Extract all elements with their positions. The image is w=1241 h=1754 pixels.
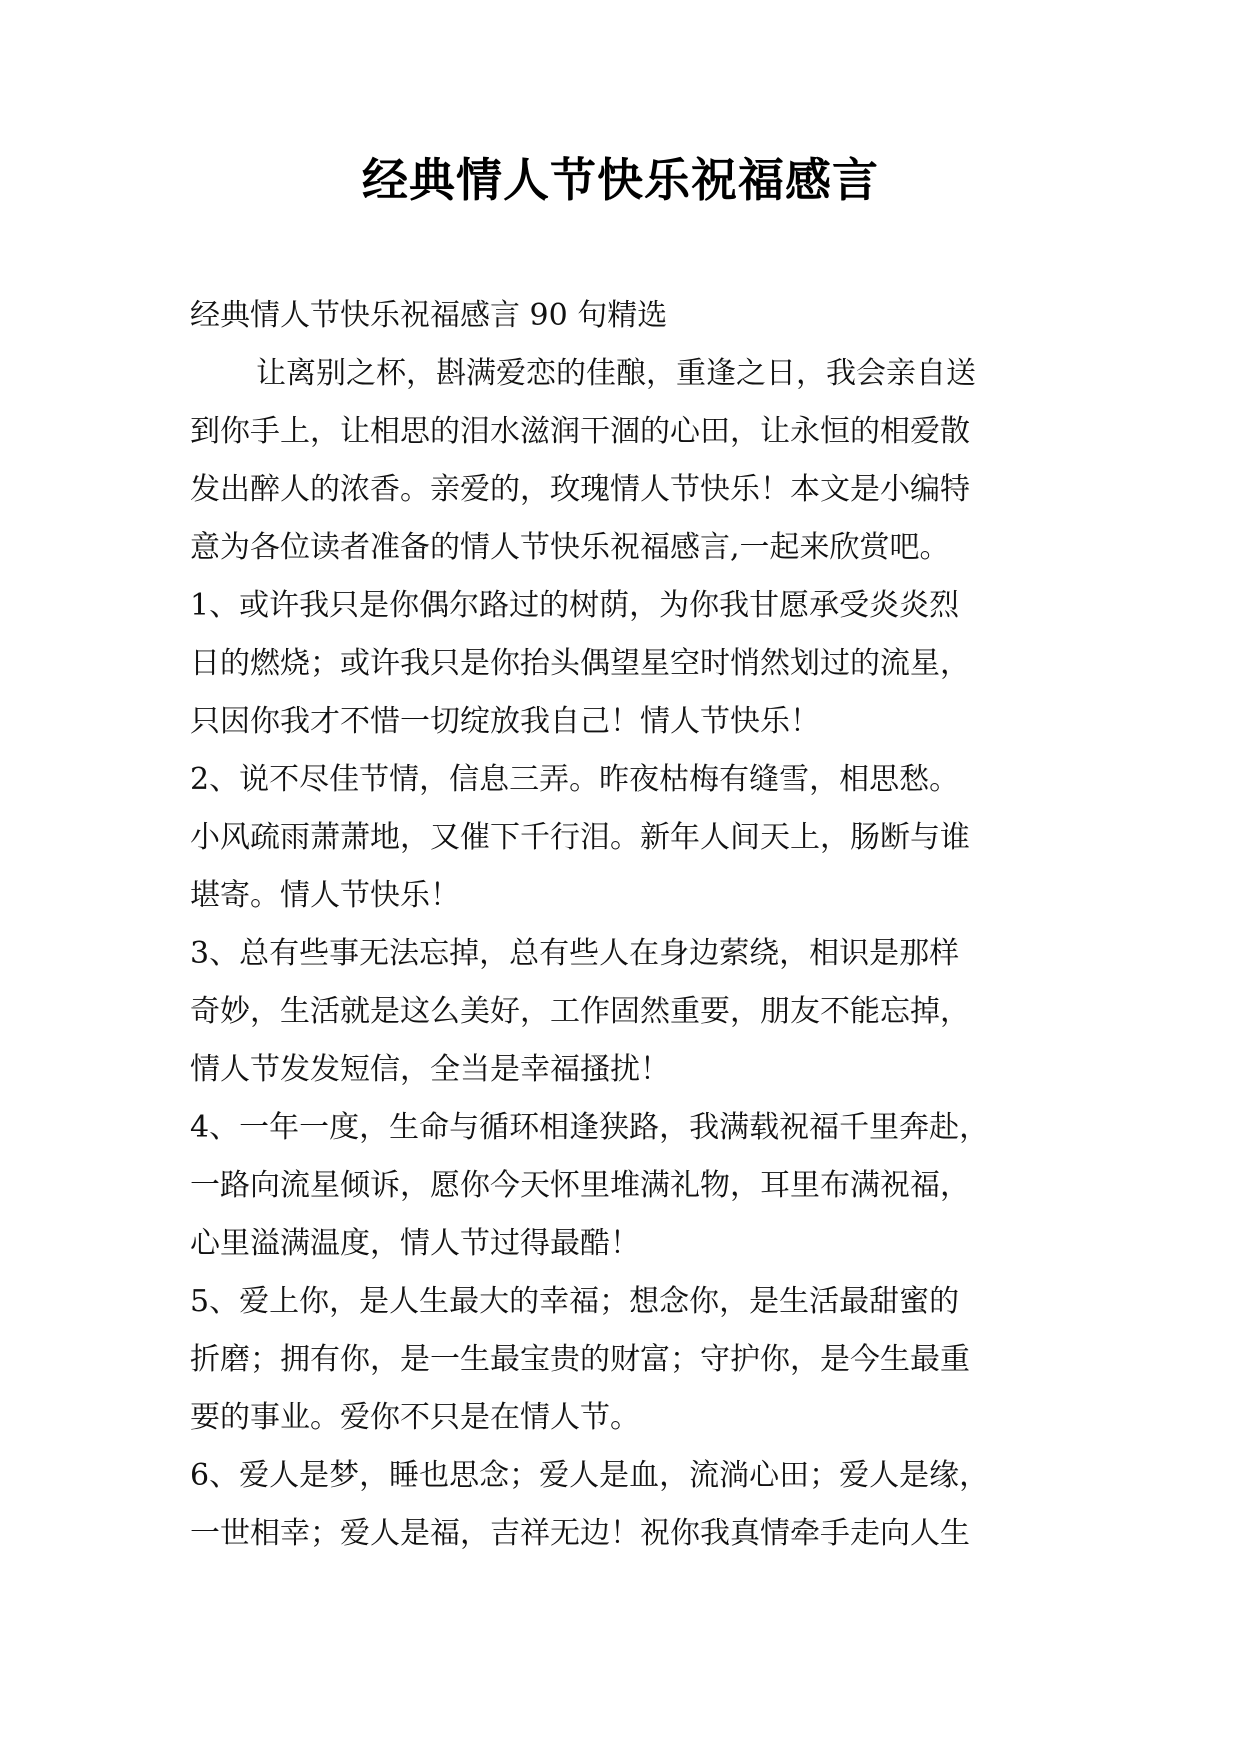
item-1-line: 1、或许我只是你偶尔路过的树荫，为你我甘愿承受炎炎烈: [190, 588, 960, 623]
item-6-line: 6、爱人是梦，睡也思念；爱人是血，流淌心田；爱人是缘，: [190, 1458, 990, 1493]
subtitle-line: 经典情人节快乐祝福感言 90 句精选: [190, 298, 668, 333]
item-3-line: 3、总有些事无法忘掉，总有些人在身边萦绕，相识是那样: [190, 936, 960, 971]
item-3-line: 情人节发发短信，全当是幸福搔扰！: [190, 1052, 670, 1087]
item-6-line: 一世相幸；爱人是福，吉祥无边！祝你我真情牵手走向人生: [190, 1516, 970, 1551]
item-2-line: 堪寄。情人节快乐！: [190, 878, 460, 913]
intro-line: 让离别之杯，斟满爱恋的佳酿，重逢之日，我会亲自送: [256, 356, 976, 391]
intro-line: 发出醉人的浓香。亲爱的，玫瑰情人节快乐！本文是小编特: [190, 472, 970, 507]
item-1-line: 日的燃烧；或许我只是你抬头偶望星空时悄然划过的流星，: [190, 646, 970, 681]
intro-line: 到你手上，让相思的泪水滋润干涸的心田，让永恒的相爱散: [190, 414, 970, 449]
item-1-line: 只因你我才不惜一切绽放我自己！情人节快乐！: [190, 704, 820, 739]
intro-line: 意为各位读者准备的情人节快乐祝福感言,一起来欣赏吧。: [190, 530, 950, 565]
item-2-line: 2、说不尽佳节情，信息三弄。昨夜枯梅有缝雪，相思愁。: [190, 762, 960, 797]
item-5-line: 折磨；拥有你，是一生最宝贵的财富；守护你，是今生最重: [190, 1342, 970, 1377]
item-2-line: 小风疏雨萧萧地，又催下千行泪。新年人间天上，肠断与谁: [190, 820, 970, 855]
item-4-line: 4、一年一度，生命与循环相逢狭路，我满载祝福千里奔赴，: [190, 1110, 990, 1145]
document-title: 经典情人节快乐祝福感言: [362, 153, 879, 207]
document-body: [190, 287, 1070, 1563]
item-5-line: 5、爱上你，是人生最大的幸福；想念你，是生活最甜蜜的: [190, 1284, 960, 1319]
item-4-line: 心里溢满温度，情人节过得最酷！: [190, 1226, 640, 1261]
item-4-line: 一路向流星倾诉，愿你今天怀里堆满礼物，耳里布满祝福，: [190, 1168, 970, 1203]
item-5-line: 要的事业。爱你不只是在情人节。: [190, 1400, 640, 1435]
item-3-line: 奇妙，生活就是这么美好，工作固然重要，朋友不能忘掉，: [190, 994, 970, 1029]
